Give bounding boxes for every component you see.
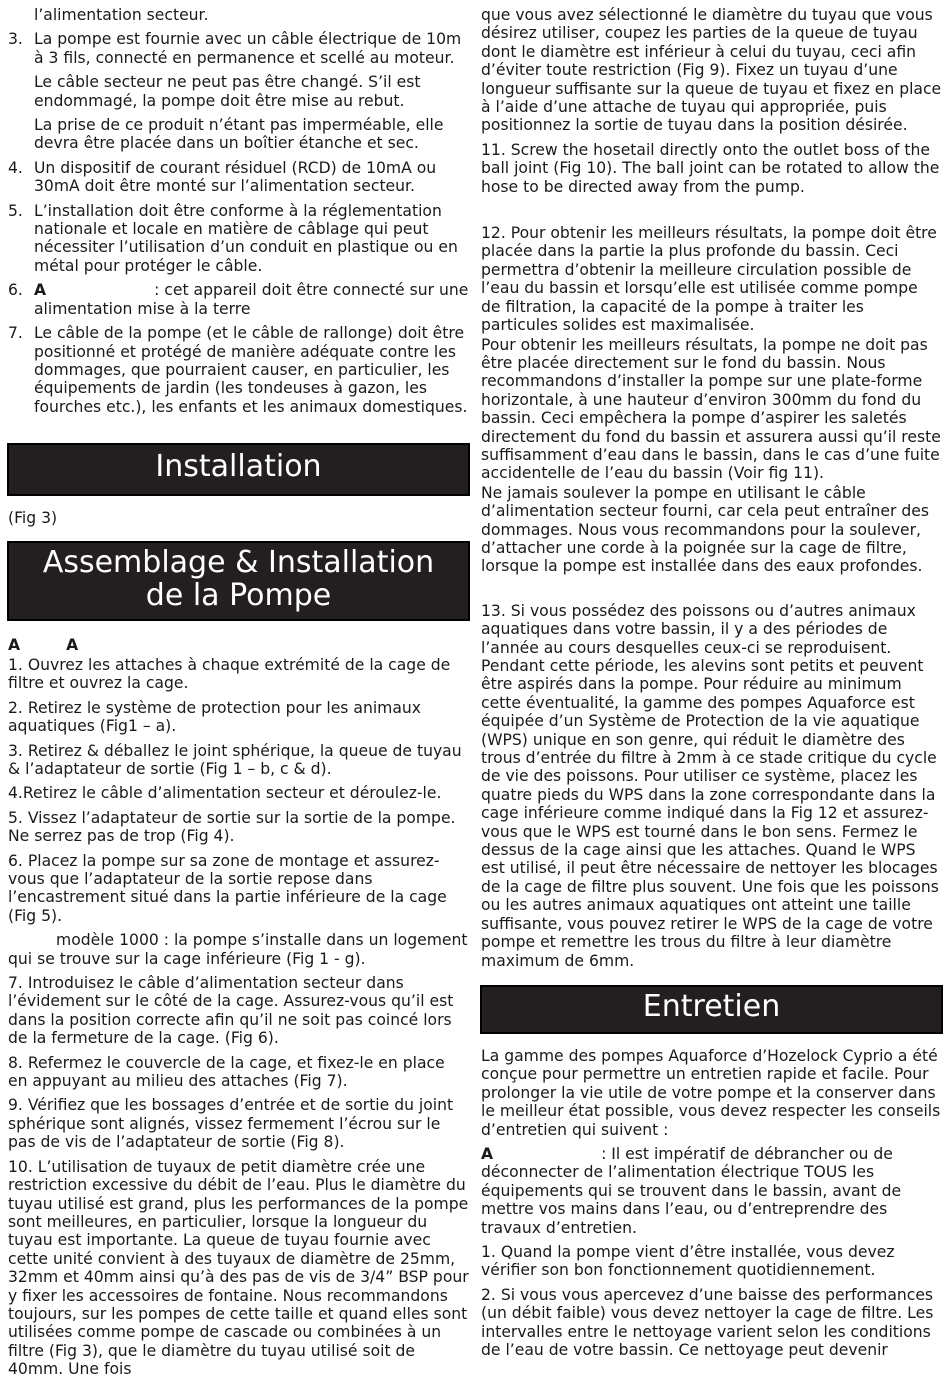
item-text: L’installation doit être conforme à la réglementation nationale et locale en matière de câblage qui peut nécessiter l’utilisation d’un conduit en plastique ou en métal pour protéger le câble. — [34, 201, 458, 275]
step-5: 5. Vissez l’adaptateur de sortie sur la sortie de la pompe. Ne serrez pas de trop (Fig 4). — [8, 808, 456, 846]
maintenance-step-1: 1. Quand la pompe vient d’être installée, vous devez vérifier son bon fonctionnement quotidiennement. — [481, 1242, 895, 1280]
warning-label: A — [34, 281, 47, 300]
warning-heading — [8, 636, 469, 654]
step-11: 11. Screw the hosetail directly onto the outlet boss of the ball joint (Fig 10). The ball joint can be rotated to allow the hose to be directed away from the pump. — [481, 140, 940, 196]
maintenance-intro: La gamme des pompes Aquaforce d’Hozelock Cyprio a été conçue pour permettre un entretien rapide et facile. Pour prolonger la vie utile de votre pompe et la conserver dans le meilleur état possible, vous devez respecter les conseils d’entretien qui suivent : — [481, 1046, 941, 1139]
step-12-para-3: Ne jamais soulever la pompe en utilisant le câble d’alimentation secteur fourni, car cela peut entraîner des dommages. Nous vous recommandons pour la soulever, d’attacher une corde à la poignée sur la cage de filtre, lorsque la pompe est installée dans des eaux profondes. — [481, 483, 929, 576]
section-banner-entretien: Entretien — [481, 986, 942, 1033]
item-text: Le câble de la pompe (et le câble de rallonge) doit être positionné et protégé de manière adéquate contre les dommages, que pourraient causer, en particulier, les équipements de jardin (les tondeuses à gazon, les fourches etc.), les enfants et les animaux domestiques. — [34, 324, 468, 416]
step-4: 4.Retirez le câble d’alimentation secteur et déroulez-le. — [8, 784, 442, 803]
safety-item-6 — [8, 281, 469, 318]
safety-item-3-note-2: La prise de ce produit n’étant pas imperméable, elle devra être placée dans un boîtier étanche et sec. — [34, 116, 444, 153]
item-number: 4. — [8, 158, 23, 177]
step-9: 9. Vérifiez que les bossages d’entrée et de sortie du joint sphérique sont alignés, vissez fermement l’écrou sur le pas de vis de l’adaptateur de sortie (Fig 8). — [8, 1096, 454, 1152]
step-1: 1. Ouvrez les attaches à chaque extrémité de la cage de filtre et ouvrez la cage. — [8, 655, 451, 693]
safety-item-7 — [8, 324, 469, 416]
step-3: 3. Retirez & déballez le joint sphérique, la queue de tuyau & l’adaptateur de sortie (Fig 1 – b, c & d). — [8, 741, 462, 778]
item-text: La pompe est fournie avec un câble électrique de 10m à 3 fils, connecté en permanence et scellé au moteur. — [34, 30, 462, 67]
safety-item-4 — [8, 159, 469, 196]
warning-text: : Il est impératif de débrancher ou de déconnecter de l’alimentation électrique TOUS les équipements qui se trouvent dans le bassin, avant de mettre vos mains dans l’eau, ou d’entreprendre des travaux d’entretien. — [481, 1144, 902, 1237]
section-banner-assembly — [8, 542, 469, 620]
safety-item-3-note-1: Le câble secteur ne peut pas être changé. S’il est endommagé, la pompe doit être mise au rebut. — [34, 73, 421, 110]
maintenance-warning — [481, 1145, 942, 1237]
step-12-para-1: 12. Pour obtenir les meilleurs résultats, la pompe doit être placée dans la partie la plus profonde du bassin. Ceci permettra d’obtenir la meilleure circulation possible de l’eau du bassin et lorsqu’elle est utilisée comme pompe de filtration, la capacité de la pompe à traiter les particules solides est maximalisée. — [481, 224, 937, 335]
item-number: 7. — [8, 324, 23, 343]
item-number: 3. — [8, 30, 23, 49]
item-text: Un dispositif de courant résiduel (RCD) de 10mA ou 30mA doit être monté sur l’alimentation secteur. — [34, 158, 437, 196]
step-13: 13. Si vous possédez des poissons ou d’autres animaux aquatiques dans votre bassin, il y a des périodes de l’année au cours desquelles ceux-ci se reproduisent. Pendant cette période, les alevins sont petits et peuvent être aspirés dans la pompe. Pour réduire au minimum cette éventualité, la gamme des pompes Aquaforce est équipée d’un Système de Protection de la vie aquatique (WPS) unique en son genre, qui réduit le diamètre des trous d’entrée du filtre à 2mm à ce stade critique du cycle de vie des poissons. Pour utiliser ce système, placez les quatre pieds du WPS dans la zone correspondante dans la cage inférieure comme indiqué dans la Fig 12 et assurez-vous que le WPS est tourné dans le bon sens. Fermez le dessus de la cage ainsi que les attaches. Quand le WPS est utilisé, il peut être nécessaire de nettoyer les blocages de la cage de filtre plus souvent. Une fois que les poissons ou les autres animaux aquatiques ont atteint une taille suffisante, vous pouvez retirer le WPS de la cage de votre pompe et remettre les trous du filtre à leur diamètre maximum de 6mm. — [481, 601, 939, 970]
item-number: 6. — [8, 281, 23, 300]
fig-reference: (Fig 3) — [8, 509, 58, 528]
step-2: 2. Retirez le système de protection pour les animaux aquatiques (Fig1 – a). — [8, 698, 422, 736]
item-number: 5. — [8, 201, 23, 220]
step-12-para-2: Pour obtenir les meilleurs résultats, la pompe ne doit pas être placée directement sur le fond du bassin. Nous recommandons d’installer la pompe sur une plate-forme horizontale, à une hauteur d’environ 300mm du fond du bassin. Ceci empêchera la pompe d’aspirer les saletés directement du fond du bassin et assurera aussi qu’il reste suffisamment d’eau dans le bassin, dans le cas d’une fuite accidentelle de l’eau du bassin (Voir fig 11). — [481, 335, 941, 483]
item-text: : cet appareil doit être connecté sur une alimentation mise à la terre — [34, 281, 469, 318]
safety-item-5 — [8, 202, 469, 276]
banner-line-2: de la Pompe — [145, 577, 332, 613]
left-column — [8, 0, 469, 1385]
banner-line-1: Assemblage & Installation — [42, 544, 435, 580]
maintenance-step-2: 2. Si vous vous apercevez d’une baisse des performances (un débit faible) vous devez nettoyer la cage de filtre. Les intervalles entre le nettoyage varient selon les conditions de l’eau de votre bassin. Ce nettoyage peut devenir — [481, 1285, 934, 1359]
section-banner-installation: Installation — [8, 444, 469, 495]
step-6-model-note: modèle 1000 : la pompe s’installe dans un logement qui se trouve sur la cage inférieure (Fig 1 - g). — [8, 931, 468, 968]
continued-line: l’alimentation secteur. — [34, 6, 209, 24]
step-10-continued: que vous avez sélectionné le diamètre du tuyau que vous désirez utiliser, coupez les parties de la queue de tuyau dont le diamètre est inférieur à celui du tuyau, ceci afin d’éviter toute restriction (Fig 9). Fixez un tuyau d’une longueur suffisante sur la queue de tuyau et fixez en place à l’aide d’une attache de tuyau qui appropriée, puis positionnez la sortie de tuyau dans la position désirée. — [481, 6, 942, 135]
safety-item-3 — [8, 30, 469, 67]
warning-label-1: A — [8, 635, 21, 654]
right-column — [481, 0, 942, 1365]
step-10: 10. L’utilisation de tuyaux de petit diamètre crée une restriction excessive du débit de l’eau. Plus le diamètre du tuyau utilisé est grand, plus les performances de la pompe sont meilleures, en particulier, lorsque la longueur du tuyau est importante. La queue de tuyau fournie avec cette unité convient à des tuyaux de diamètre de 25mm, 32mm et 40mm ainsi qu’à des pas de vis de 3/4” BSP pour y fixer les accessoires de fontaine. Nous recommandons toujours, sur les pompes de cette taille et quand elles sont utilisées comme pompe de cascade ou combinées à un filtre (Fig 3), que le diamètre du tuyau utilisé soit de 40mm. Une fois — [8, 1157, 469, 1379]
step-6: 6. Placez la pompe sur sa zone de montage et assurez-vous que l’adaptateur de la sortie repose dans l’encastrement situé dans la partie inférieure de la cage (Fig 5). — [8, 851, 447, 925]
warning-label-2: A — [66, 635, 79, 654]
warning-label: A — [481, 1144, 494, 1163]
step-7: 7. Introduisez le câble d’alimentation secteur dans l’évidement sur le côté de la cage. Assurez-vous qu’il est dans la position correcte afin qu’il ne soit pas coincé lors de la fermeture de la cage. (Fig 6). — [8, 974, 454, 1048]
step-8: 8. Refermez le couvercle de la cage, et fixez-le en place en appuyant au milieu des attaches (Fig 7). — [8, 1053, 445, 1091]
